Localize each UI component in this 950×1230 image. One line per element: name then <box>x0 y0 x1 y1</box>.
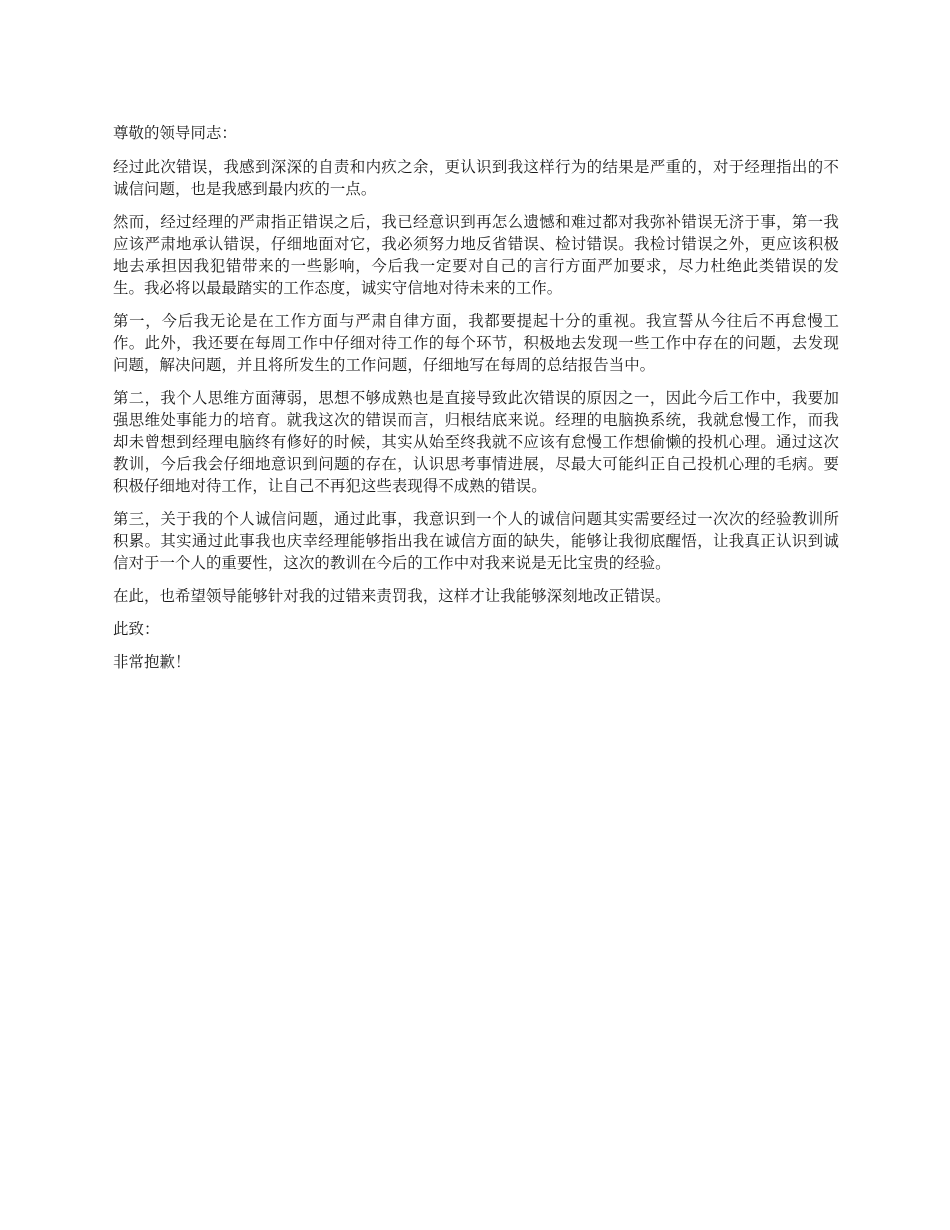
paragraph-2: 然而，经过经理的严肃指正错误之后，我已经意识到再怎么遗憾和难过都对我弥补错误无济于事，第一我应该严肃地承认错误，仔细地面对它，我必须努力地反省错误、检讨错误。我检讨错误之外，更应该积极地去承担因我犯错带来的一些影响，今后我一定要对自己的言行方面严加要求，尽力杜绝此类错误的发生。我必将以最最踏实的工作态度，诚实守信地对待未来的工作。 <box>113 213 839 297</box>
closing: 此致： <box>113 620 160 638</box>
salutation: 尊敬的领导同志： <box>113 124 237 142</box>
paragraph-6: 在此，也希望领导能够针对我的过错来责罚我，这样才让我能够深刻地改正错误。 <box>113 587 671 605</box>
signoff: 非常抱歉！ <box>113 653 191 671</box>
paragraph-3: 第一，今后我无论是在工作方面与严肃自律方面，我都要提起十分的重视。我宣誓从今往后不再怠慢工作。此外，我还要在每周工作中仔细对待工作的每个环节，积极地去发现一些工作中存在的问题，去发现问题，解决问题，并且将所发生的工作问题，仔细地写在每周的总结报告当中。 <box>113 312 839 374</box>
paragraph-4: 第二，我个人思维方面薄弱，思想不够成熟也是直接导致此次错误的原因之一，因此今后工作中，我要加强思维处事能力的培育。就我这次的错误而言，归根结底来说。经理的电脑换系统，我就怠慢工作，而我却未曾想到经理电脑终有修好的时候，其实从始至终我就不应该有怠慢工作想偷懒的投机心理。通过这次教训，今后我会仔细地意识到问题的存在，认识思考事情进展，尽最大可能纠正自己投机心理的毛病。要积极仔细地对待工作，让自己不再犯这些表现得不成熟的错误。 <box>113 389 839 495</box>
paragraph-1: 经过此次错误，我感到深深的自责和内疚之余，更认识到我这样行为的结果是严重的，对于经理指出的不诚信问题，也是我感到最内疚的一点。 <box>113 158 839 198</box>
letter-body <box>113 122 839 684</box>
paragraph-5: 第三，关于我的个人诚信问题，通过此事，我意识到一个人的诚信问题其实需要经过一次次的经验教训所积累。其实通过此事我也庆幸经理能够指出我在诚信方面的缺失，能够让我彻底醒悟，让我真正认识到诚信对于一个人的重要性，这次的教训在今后的工作中对我来说是无比宝贵的经验。 <box>113 510 839 572</box>
